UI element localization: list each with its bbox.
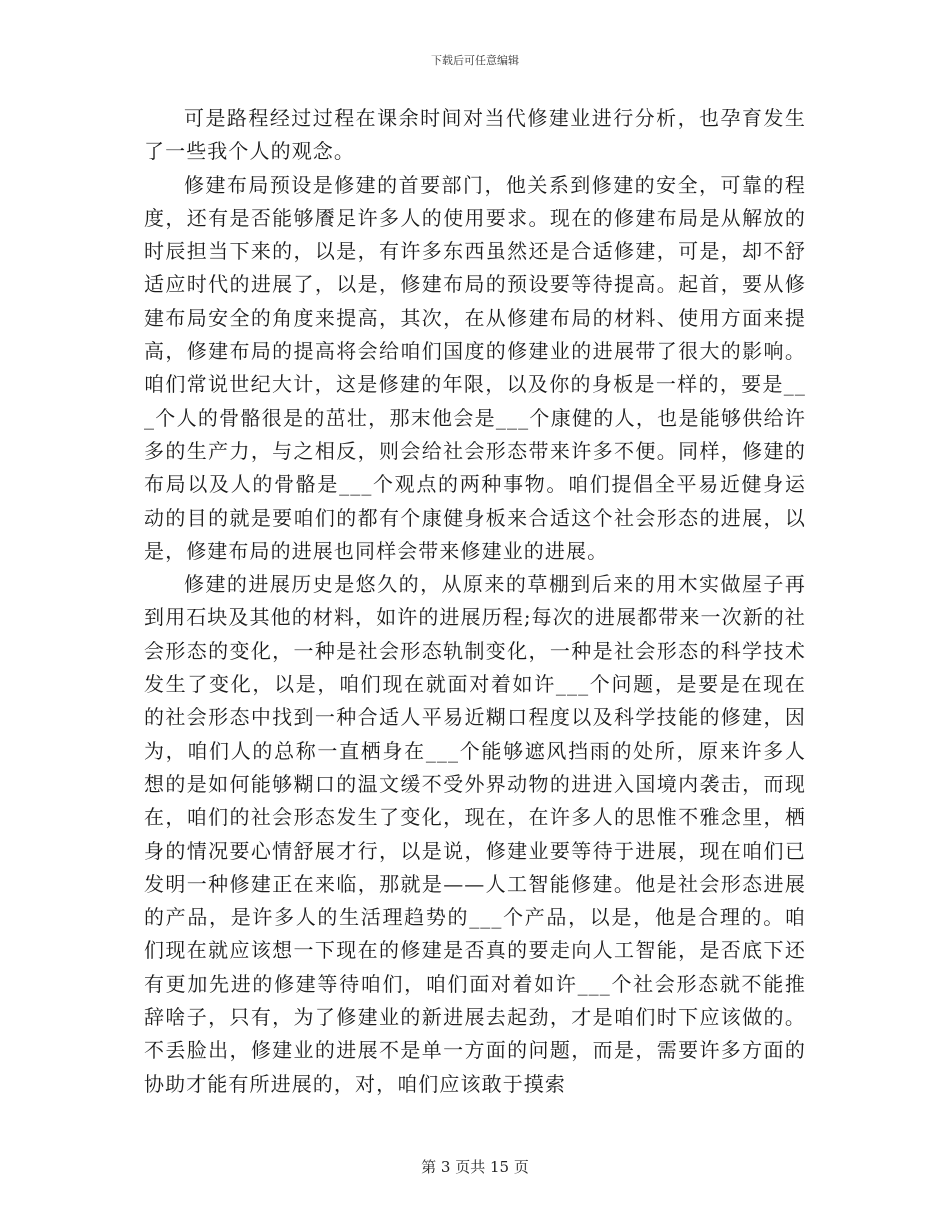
document-body [144, 102, 806, 1101]
paragraph-1: 可是路程经过过程在课余时间对当代修建业进行分析，也孕育发生了一些我个人的观念。 [144, 106, 806, 164]
page-number: 第 3 页共 15 页 [421, 1158, 529, 1176]
page-header-note: 下载后可任意编辑 [431, 54, 519, 67]
paragraph-2: 修建布局预设是修建的首要部门，他关系到修建的安全，可靠的程度，还有是否能够餍足许多人的使用要求。现在的修建布局是从解放的时辰担当下来的，以是，有许多东西虽然还是合适修建，可是，却不舒适应时代的进展了，以是，修建布局的预设要等待提高。起首，要从修建布局安全的角度来提高，其次，在从修建布局的材料、使用方面来提高，修建布局的提高将会给咱们国度的修建业的进展带了很大的影响。咱们常说世纪大计，这是修建的年限，以及你的身板是一样的，要是___个人的骨骼很是的茁壮，那末他会是___个康健的人，也是能够供给许多的生产力，与之相反，则会给社会形态带来许多不便。同样，修建的布局以及人的骨骼是___个观点的两种事物。咱们提倡全平易近健身运动的目的就是要咱们的都有个康健身板来合适这个社会形态的进展，以是，修建布局的进展也同样会带来修建业的进展。 [144, 172, 806, 563]
paragraph-3: 修建的进展历史是悠久的，从原来的草棚到后来的用木实做屋子再到用石块及其他的材料，如许的进展历程;每次的进展都带来一次新的社会形态的变化，一种是社会形态轨制变化，一种是社会形态的科学技术发生了变化，以是，咱们现在就面对着如许___个问题，是要是在现在的社会形态中找到一种合适人平易近糊口程度以及科学技能的修建，因为，咱们人的总称一直栖身在___个能够遮风挡雨的处所，原来许多人想的是如何能够糊口的温文缓不受外界动物的进进入国境内袭击，而现在，咱们的社会形态发生了变化，现在，在许多人的思惟不雅念里，栖身的情况要心情舒展才行，以是说，修建业要等待于进展，现在咱们已发明一种修建正在来临，那就是——人工智能修建。他是社会形态进展的产品，是许多人的生活理趋势的___个产品，以是，他是合理的。咱们现在就应该想一下现在的修建是否真的要走向人工智能，是否底下还有更加先进的修建等待咱们，咱们面对着如许___个社会形态就不能推辞啥子，只有，为了修建业的新进展去起劲，才是咱们时下应该做的。不丢脸出，修建业的进展不是单一方面的问题，而是，需要许多方面的协助才能有所进展的，对，咱们应该敢于摸索 [144, 572, 806, 1096]
